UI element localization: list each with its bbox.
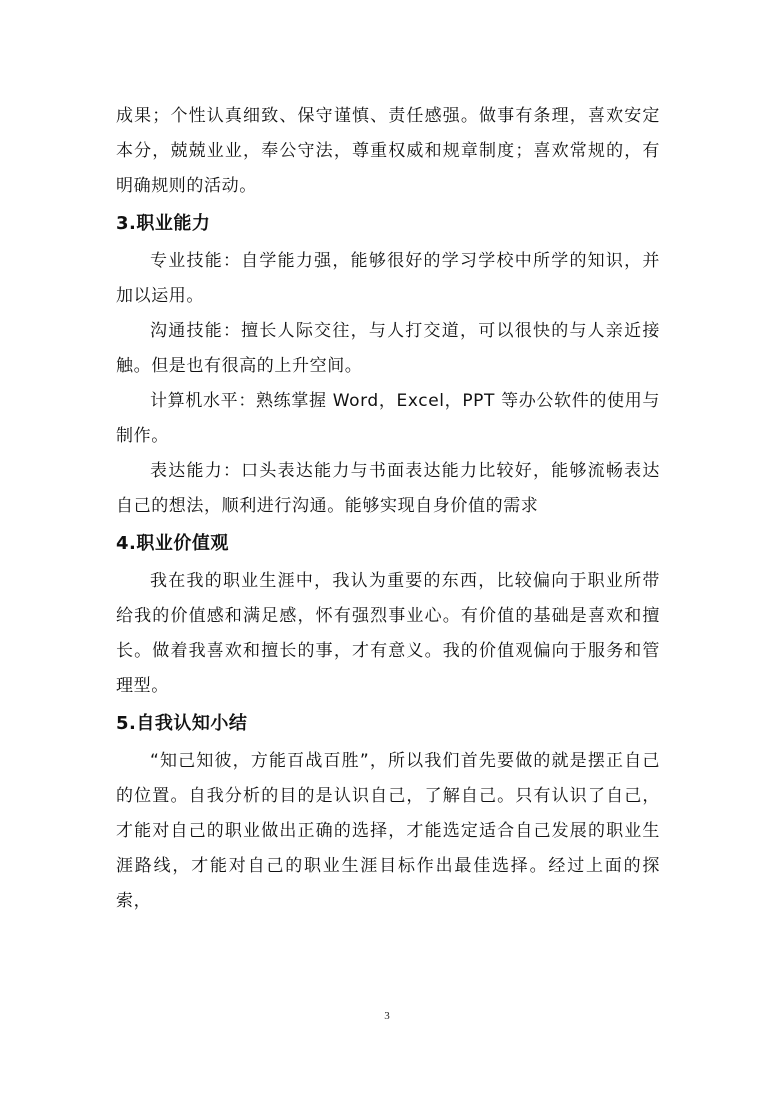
section-heading-self-awareness-summary: 5.自我认知小结	[116, 713, 248, 734]
section-heading-career-values: 4.职业价值观	[116, 533, 229, 554]
paragraph-computer-skills: 计算机水平：熟练掌握 Word，Excel，PPT 等办公软件的使用与制作。	[116, 391, 660, 446]
paragraph-professional-skills: 专业技能：自学能力强，能够很好的学习学校中所学的知识，并加以运用。	[116, 251, 660, 306]
paragraph-self-awareness-summary: “知己知彼，方能百战百胜”，所以我们首先要做的就是摆正自己的位置。自我分析的目的是认识自己，了解自己。只有认识了自己，才能对自己的职业做出正确的选择，才能选定适合自己发展的职业生涯路线，才能对自己的职业生涯目标作出最佳选择。经过上面的探索，	[116, 751, 660, 911]
page-number: 3	[384, 1010, 390, 1022]
section-heading-career-ability: 3.职业能力	[116, 213, 211, 234]
document-body	[116, 99, 660, 919]
paragraph-continuation: 成果；个性认真细致、保守谨慎、责任感强。做事有条理，喜欢安定本分，兢兢业业，奉公守法，尊重权威和规章制度；喜欢常规的，有明确规则的活动。	[116, 106, 660, 196]
paragraph-career-values: 我在我的职业生涯中，我认为重要的东西，比较偏向于职业所带给我的价值感和满足感，怀有强烈事业心。有价值的基础是喜欢和擅长。做着我喜欢和擅长的事，才有意义。我的价值观偏向于服务和管理型。	[116, 571, 660, 696]
paragraph-communication-skills: 沟通技能：擅长人际交往，与人打交道，可以很快的与人亲近接触。但是也有很高的上升空间。	[116, 321, 660, 376]
paragraph-expression-skills: 表达能力：口头表达能力与书面表达能力比较好，能够流畅表达自己的想法，顺利进行沟通。能够实现自身价值的需求	[116, 461, 660, 516]
